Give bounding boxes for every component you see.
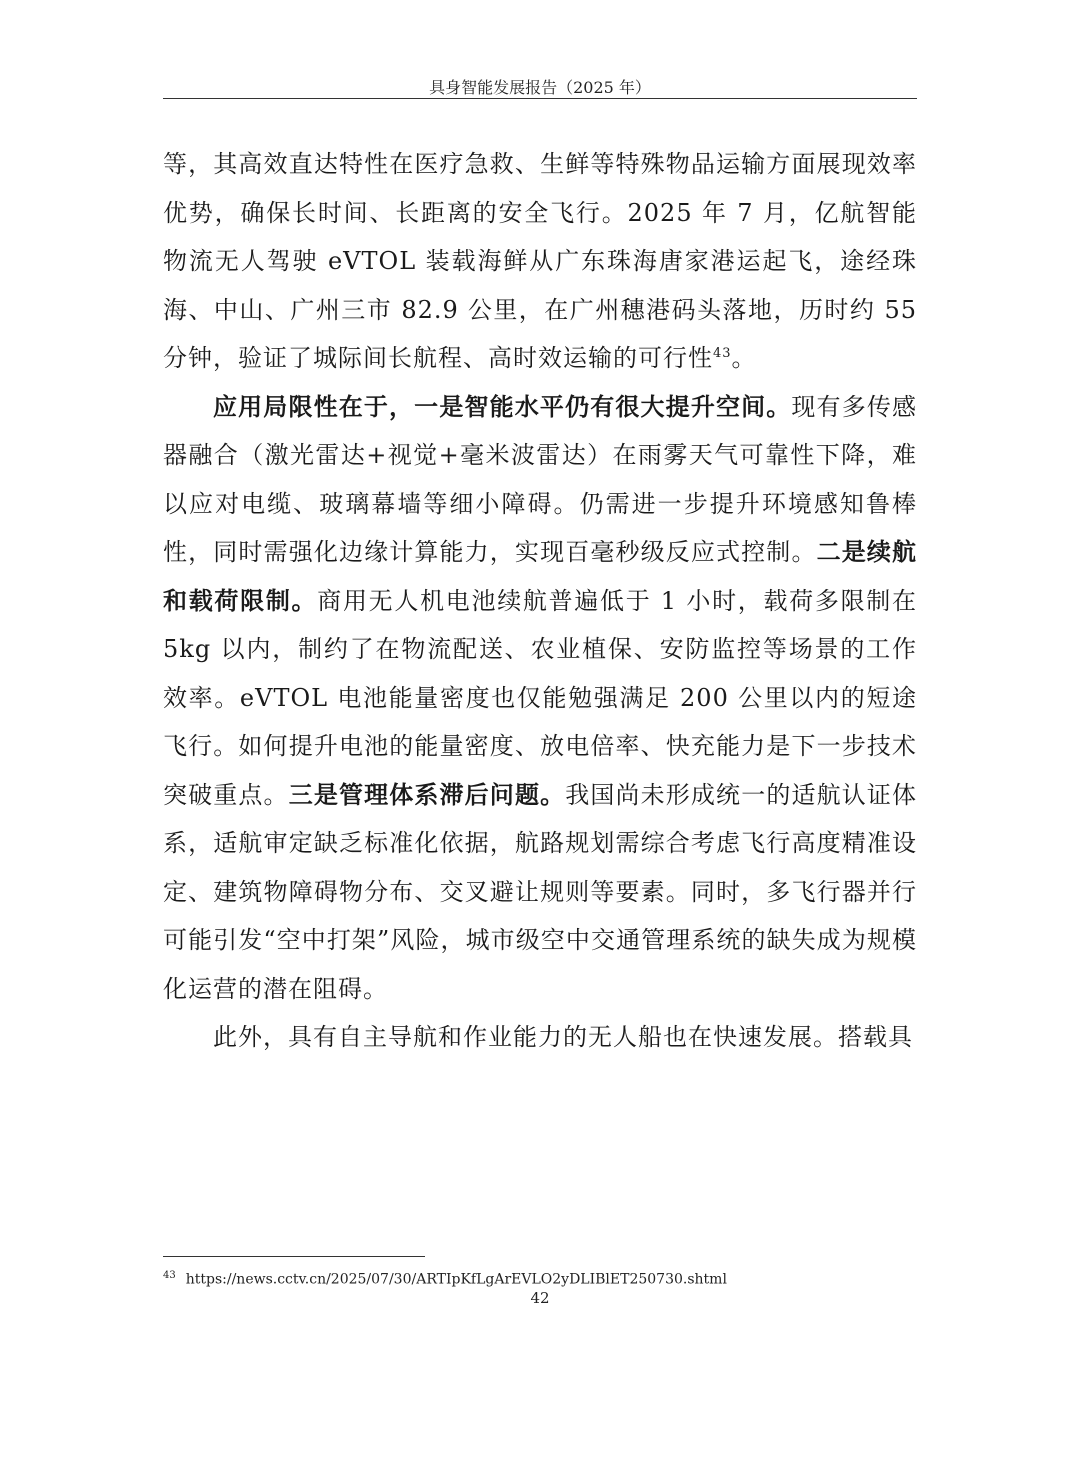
bold-heading-limitations: 应用局限性在于，一是智能水平仍有很大提升空间。 xyxy=(213,392,792,421)
paragraph-text: 此外，具有自主导航和作业能力的无人船也在快速发展。搭载具 xyxy=(213,1023,913,1051)
footnote-mark: 43 xyxy=(163,1270,176,1281)
paragraph-2 xyxy=(163,383,917,1014)
page-number: 42 xyxy=(530,1289,550,1307)
bold-heading-endurance: 二是续航和载荷限制。 xyxy=(163,538,918,615)
running-header: 具身智能发展报告（2025 年） xyxy=(429,78,651,97)
footnote-rule xyxy=(163,1256,425,1257)
paragraph-text: 现有多传感器融合（激光雷达+视觉+毫米波雷达）在雨雾天气可靠性下降，难以应对电缆、玻璃幕墙等细小障碍。仍需进一步提升环境感知鲁棒性，同时需强化边缘计算能力，实现百毫秒级反应式控制。 xyxy=(163,392,917,566)
body-text xyxy=(163,140,917,1062)
footnote xyxy=(163,1266,727,1290)
footnote-link[interactable]: https://news.cctv.cn/2025/07/30/ARTIpKfLgArEVLO2yDLIBlET250730.shtml xyxy=(185,1271,727,1288)
paragraph-text: 。 xyxy=(731,344,757,372)
paragraph-text: 我国尚未形成统一的适航认证体系，适航审定缺乏标准化依据，航路规划需综合考虑飞行高度精准设定、建筑物障碍物分布、交叉避让规则等要素。同时，多飞行器并行可能引发“空中打架”风险，城市级空中交通管理系统的缺失成为规模化运营的潜在阻碍。 xyxy=(163,780,918,1003)
header-rule xyxy=(163,98,917,99)
bold-heading-management: 三是管理体系滞后问题。 xyxy=(288,780,566,809)
paragraph-1 xyxy=(163,140,917,383)
paragraph-text: 等，其高效直达特性在医疗急救、生鲜等特殊物品运输方面展现效率优势，确保长时间、长距离的安全飞行。2025 年 7 月，亿航智能物流无人驾驶 eVTOL 装载海鲜从广东珠海唐家港运起飞，途经珠海、中山、广州三市 82.9 公里，在广州穗港码头落地，历时约 55 分钟，验证了城际间长航程、高时效运输的可行性 xyxy=(163,150,917,372)
paragraph-3 xyxy=(163,1013,917,1062)
footnote-reference[interactable]: 43 xyxy=(713,346,732,361)
paragraph-text: 商用无人机电池续航普遍低于 1 小时，载荷多限制在 5kg 以内，制约了在物流配送、农业植保、安防监控等场景的工作效率。eVTOL 电池能量密度也仅能勉强满足 200 公里以内的短途飞行。如何提升电池的能量密度、放电倍率、快充能力是下一步技术突破重点。 xyxy=(163,586,918,809)
